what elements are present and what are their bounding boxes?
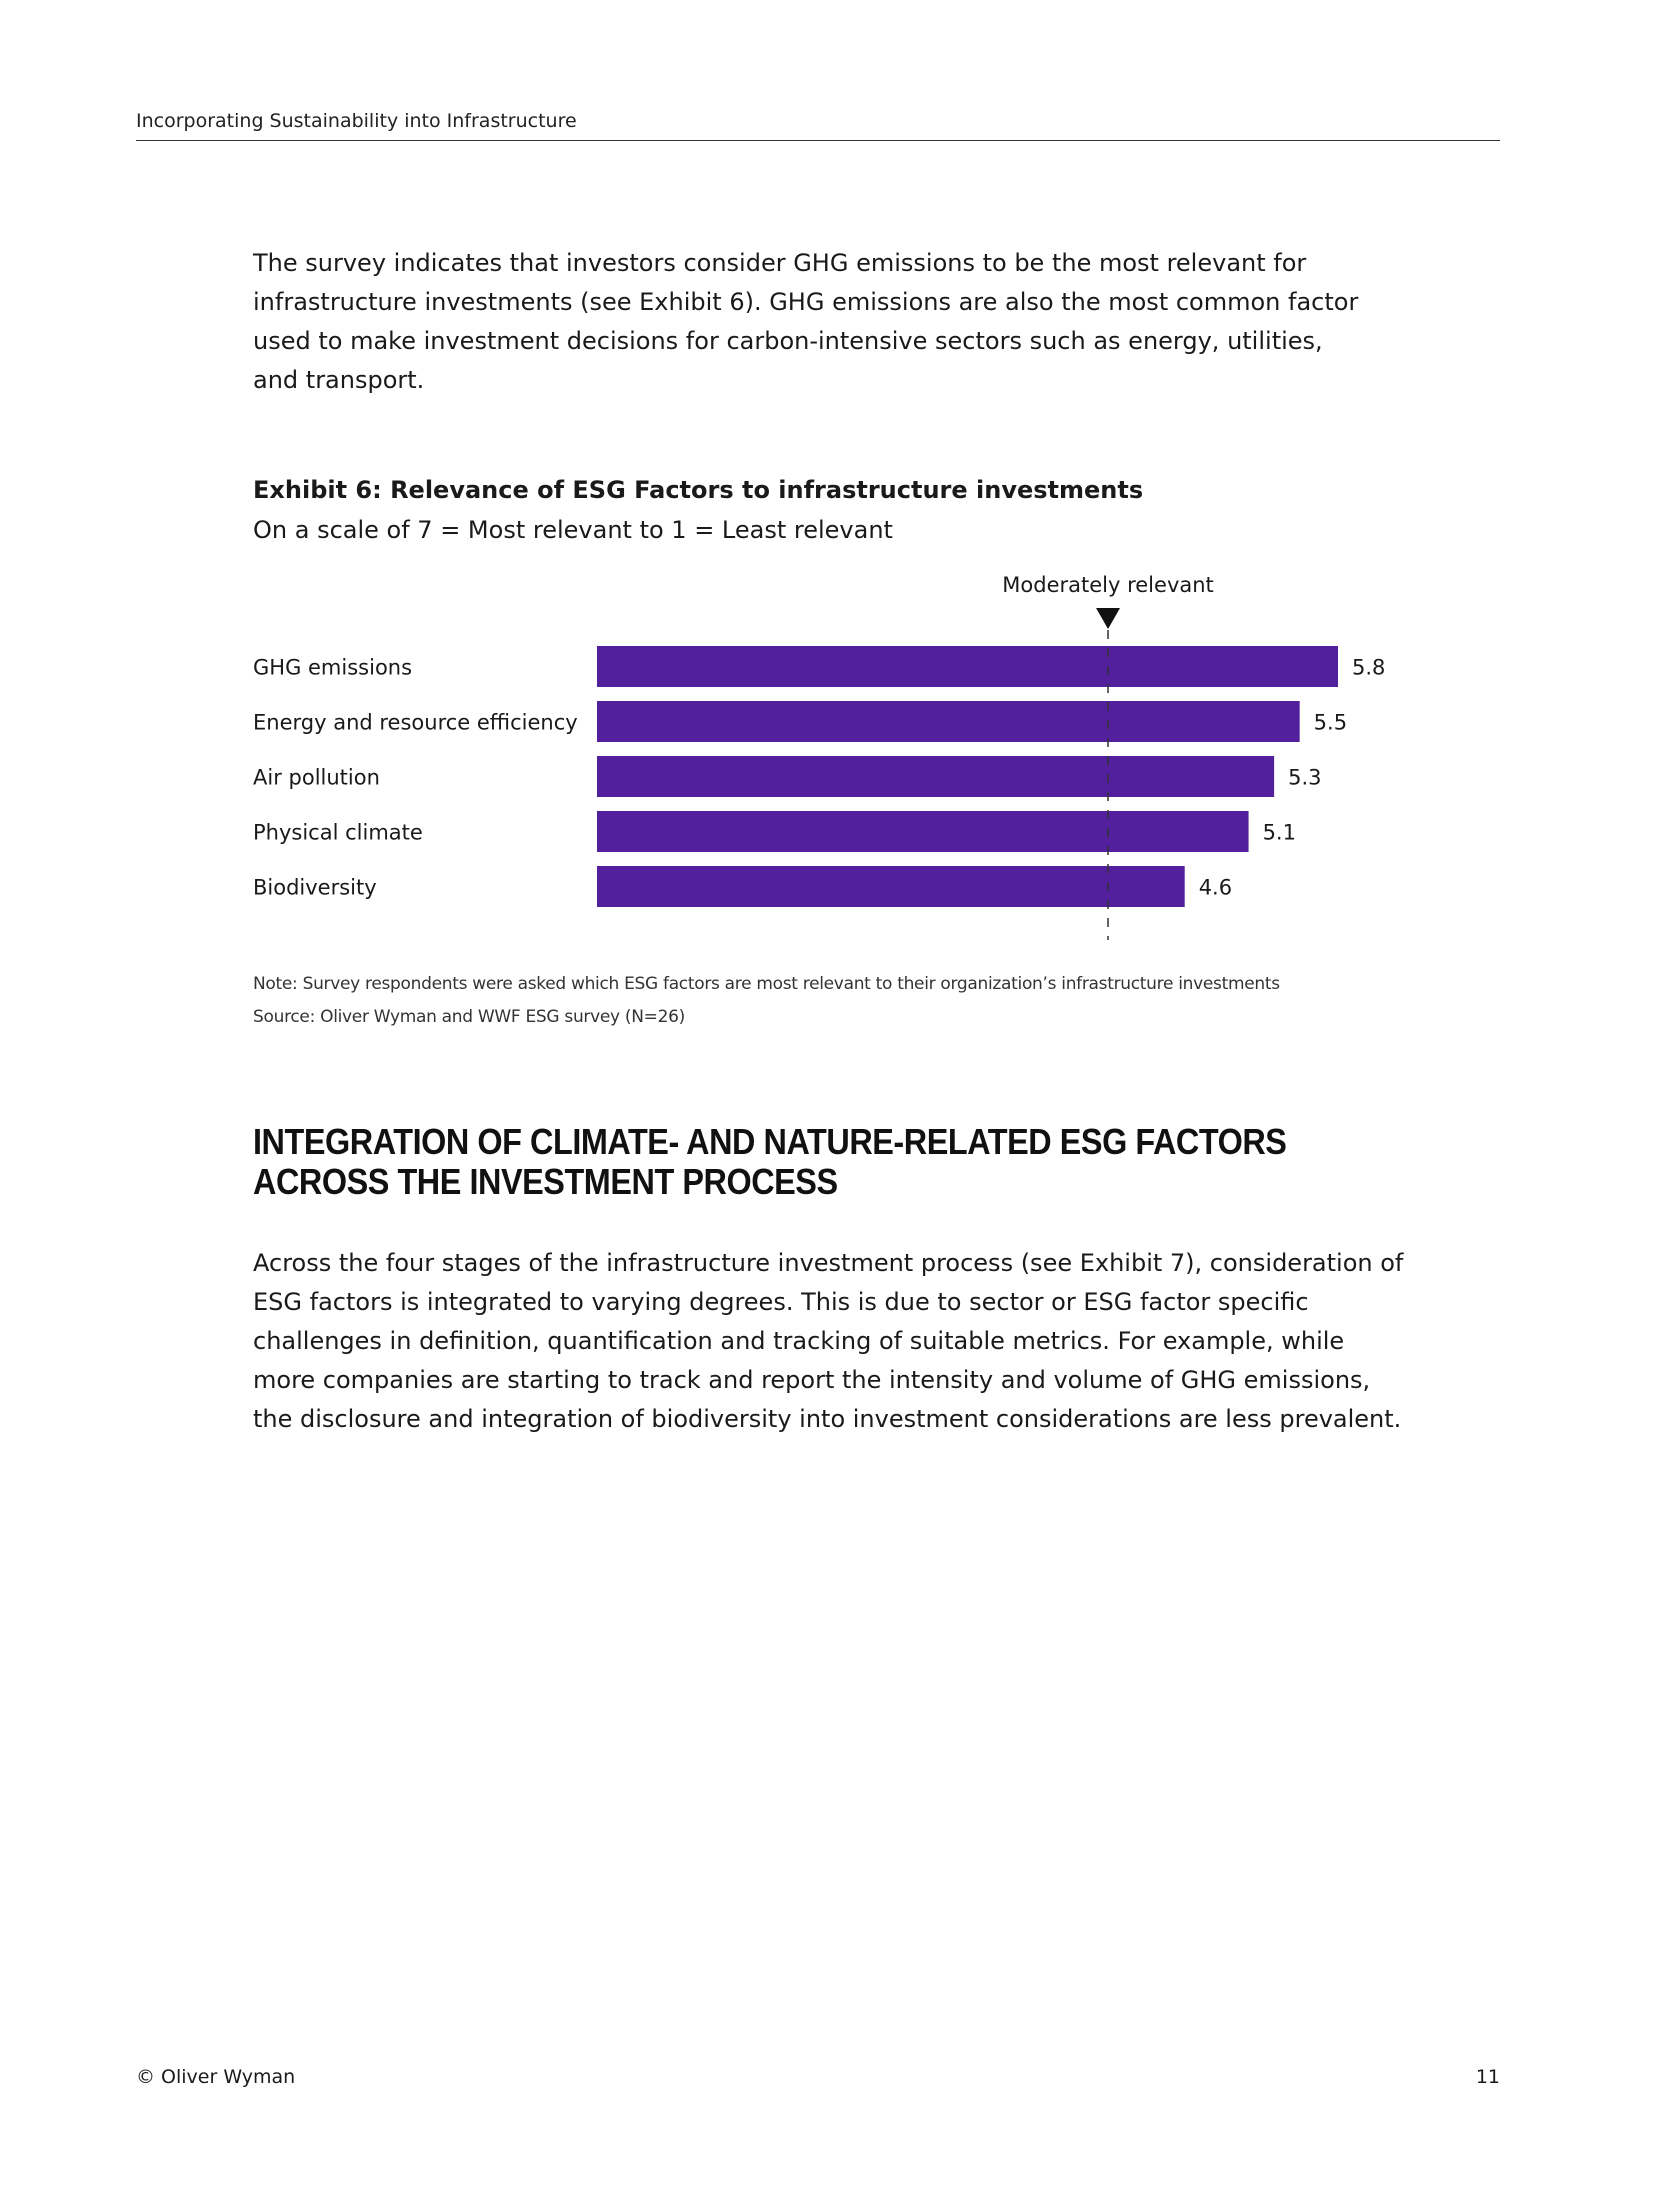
reference-marker-triangle-icon — [1096, 608, 1120, 629]
value-label-physical-climate: 5.1 — [1262, 820, 1296, 845]
exhibit-subtitle: On a scale of 7 = Most relevant to 1 = Least relevant — [253, 516, 893, 544]
value-label-air-pollution: 5.3 — [1288, 765, 1322, 790]
bar-physical-climate — [597, 811, 1249, 852]
value-label-ghg-emissions: 5.8 — [1352, 655, 1386, 680]
exhibit-note: Note: Survey respondents were asked which ESG factors are most relevant to their organization’s infrastructure investments — [253, 974, 1280, 994]
category-label-ghg-emissions: GHG emissions — [253, 655, 413, 680]
exhibit-source: Source: Oliver Wyman and WWF ESG survey (N=26) — [253, 1007, 685, 1027]
bar-ghg-emissions — [597, 646, 1338, 687]
section-heading: INTEGRATION OF CLIMATE- AND NATURE-RELATED ESG FACTORS ACROSS THE INVESTMENT PROCESS — [253, 1121, 1287, 1202]
value-label-biodiversity: 4.6 — [1198, 875, 1233, 900]
section-body-paragraph: Across the four stages of the infrastructure investment process (see Exhibit 7), consideration of ESG factors is integrated to varying degrees. This is due to sector or ESG factor specific challenges in definition, quantification and tracking of suitable metrics. For example, while more companies are starting to track and report the intensity and volume of GHG emissions, the disclosure and integration of biodiversity into investment considerations are less prevalent. — [253, 1249, 1404, 1433]
running-header-title: Incorporating Sustainability into Infrastructure — [136, 110, 577, 132]
header-divider — [136, 140, 1500, 141]
exhibit-notes — [253, 968, 1280, 1034]
intro-paragraph: The survey indicates that investors consider GHG emissions to be the most relevant for infrastructure investments (see Exhibit 6). GHG emissions are also the most common factor used to make investment decisions for carbon-intensive sectors such as energy, utilities, and transport. — [253, 249, 1359, 394]
footer-copyright: © Oliver Wyman — [136, 2066, 296, 2088]
bar-energy-and-resource-efficiency — [597, 701, 1300, 742]
bar-biodiversity — [597, 866, 1185, 907]
category-label-biodiversity: Biodiversity — [253, 875, 377, 900]
exhibit-title: Exhibit 6: Relevance of ESG Factors to infrastructure investments — [253, 476, 1144, 504]
category-label-air-pollution: Air pollution — [253, 765, 380, 790]
footer-page-number: 11 — [1475, 2066, 1500, 2088]
reference-line-label: Moderately relevant — [1002, 573, 1214, 597]
category-label-energy-and-resource-efficiency: Energy and resource efficiency — [253, 710, 578, 735]
category-label-physical-climate: Physical climate — [253, 820, 423, 845]
value-label-energy-and-resource-efficiency: 5.5 — [1313, 710, 1348, 735]
bar-air-pollution — [597, 756, 1274, 797]
